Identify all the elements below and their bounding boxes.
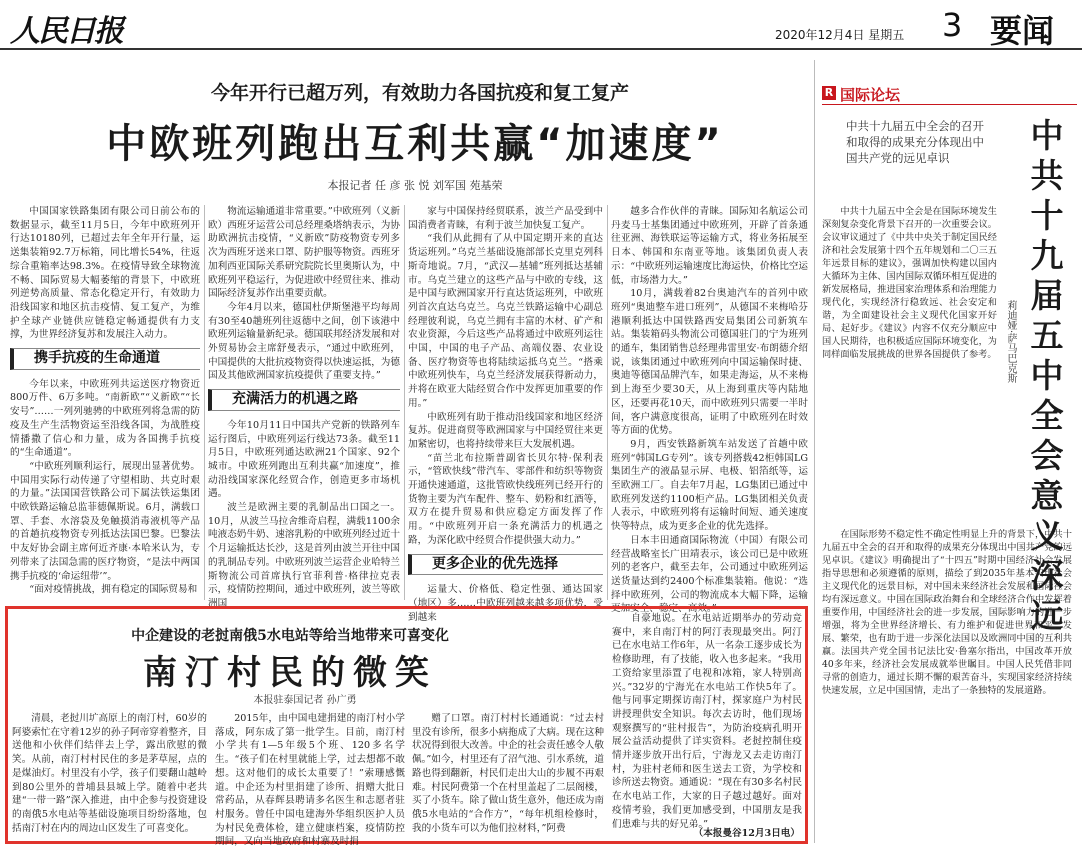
paragraph: “我们从此拥有了从中国定期开来的直达货运班列。”乌克兰基础设施部部长克里克列科斯奇地说。7月，“武汉—基辅”班列抵达基辅市。乌克兰建立的这些产品与中欧的专线，这是中国与欧洲国家开行直达货运班列，中欧班列首次直达乌克兰。乌克兰铁路运输中心副总经理彼利说，乌克兰拥有丰富的木材、矿产和农业资源，今后这些产品将通过中欧班列运往中国，中国的电子产品、高端仪器、农业设备、医疗物资等也将陆续运抵乌克兰。“搭乘中欧班列快车，乌克兰经济发展获得新动力，并将在欧亚大陆经贸合作中发挥更加重要的作用。” [408, 233, 603, 409]
newspaper-logo: 人民日报 [10, 14, 122, 49]
main-column-3 [408, 205, 603, 623]
paragraph: 中共十九届五中全会是在国际环境发生深刻复杂变化背景下召开的一次重要会议。会议审议通过了《中共中央关于制定国民经济和社会发展第十四个五年规划和二〇三五年远景目标的建议》，强调加快构建以国内大循环为主体、国内国际双循环相互促进的新发展格局，推进国家治理体系和治理能力现代化，实现经济行稳致远、社会安定和谐，为全面建设社会主义现代化国家开好局、起好步。《建议》内容不仅充分顺应中国人民期待，也积极适应国际环境变化，为同样面临发展挑战的世界各国提供了参考。 [822, 206, 997, 360]
subheading: 更多企业的优先选择 [408, 554, 603, 576]
paragraph: 中欧班列有助于推动沿线国家和地区经济复苏。促进商贸等欧洲国家与中国经贸往来更加紧密切，也将持续带来巨大发展机遇。 [408, 411, 603, 450]
masthead [0, 0, 1082, 50]
forum-summary: 中共十九届五中全会的召开和取得的成果充分体现出中国共产党的远见卓识 [846, 119, 984, 165]
main-column-4 [611, 205, 808, 615]
paragraph: 波兰是欧洲主要的乳制品出口国之一。10月，从波兰马拉舍维奇启程，满载1100余吨液态奶牛奶、速溶乳粉的中欧班列经过近十个月运输抵达长沙，这是首列由波兰开往中国的乳制品专列。中欧班列波兰运营企业哈特兰斯物流公司首席执行官菲利普·格律拉克表示，疫情防控期间，通过中欧班列，波兰等欧洲国 [208, 502, 400, 609]
issue-date: 2020年12月4日 星期五 [775, 28, 905, 42]
column-divider [814, 60, 815, 843]
subheading: 充满活力的机遇之路 [208, 389, 400, 411]
paragraph: 中国国家铁路集团有限公司日前公布的数据显示，截至11月5日，今年中欧班列开行达10180列，已超过去年全年开行量，运送集装箱92.7万标箱，同比增长54%，往返综合重箱率达98.3%。在疫情导致全球物流不畅、国际贸易大幅萎缩的背景下，中欧班列逆势高质量、常态化稳定开行，有效助力沿线国家和地区抗击疫情、复工复产，为维护全球产业链供应链稳定畅通提供有力支撑，为世界经济复苏和发展注入动力。 [10, 206, 200, 341]
forum-author: 莉迪娅·萨马巴克斯 [1005, 300, 1016, 384]
paragraph: 运量大、价格低、稳定性强、通达国家（地区）多……中欧班列越来越多项优势，受到越来 [408, 584, 603, 623]
box-source-line: （本报曼谷12月3日电） [693, 828, 800, 839]
paragraph: “面对疫情挑战，拥有稳定的国际贸易和 [29, 584, 198, 596]
forum-tag-mark: R [822, 86, 836, 100]
box-column-4 [612, 612, 802, 830]
forum-body-lower [822, 528, 1072, 843]
paragraph: 自豪地说。在水电站近期举办的劳动竞赛中，来自南汀村的阿汀表现最突出。阿汀已在水电站工作6年，从一名杂工逐步成长为检修助理，有了技能，收入也多起来。“我用工资给家里添置了电视和冰箱，家人特别高兴。”32岁的宁海光在水电站工作快5年了。他与同事定期探访南汀村，探家庭户为村民讲授理供安全知识。每次去访时，他们现场观察撰写的“驻村报告”，为防治疫病孔明开展公益活动提供了详实资料。老挝控制住疫情并逐步放开出行后，宁海龙又去走访南汀村，为驻村老师和医生送去工资，为学校和诊所送去物资。通通说：“现在有30多名村民在水电站工作，大家的日子越过越好。面对疫情考验，我们更加感受到，中国朋友是我们患难与共的好兄弟。” [612, 613, 802, 830]
box-headline: 南汀村民的微笑 [143, 653, 437, 693]
paragraph: “苗兰北布拉斯普副省长贝尔特·保利表示，“管欧快线”带汽车、零部件和纺织等物资开通快速通道，这批管欧快线班列已经开行的货物主要为汽车配件、整车、奶粉和红酒等，双方在提升贸易和供应稳定方面发挥了作用。“中欧班列开启一条充满活力的机遇之路，为深化欧中经贸合作提供强大动力。” [408, 452, 603, 546]
box-column-3 [412, 712, 604, 840]
paragraph: “中欧班列顺利运行，展现出显著优势。中国用实际行动传递了守望相助、共克时艰的力量。”法国国营铁路公司下属法铁运集团中欧铁路运输总监菲德佩斯说。6月，满载口罩、手套、水溶袋及免触摸消毒液机等产品的首趟抗疫物资专列抵达法国巴黎。巴黎法中友好协会副主席何近齐康·本哈米认为，专列带来了法国急需的医疗物资，“是法中两国携手抗疫的‘命运纽带’”。 [10, 460, 200, 582]
paragraph: 今年10月11日中国共产党新的铁路列车运行图后，中欧班列运行线达73条。截至11月5日，中欧班列通达欧洲21个国家、92个城市。中欧班列跑出互利共赢“加速度”，推动沿线国家深化经贸合作，创造更多市场机遇。 [208, 419, 400, 500]
column-divider [204, 205, 205, 600]
forum-tag: 国际论坛 [840, 86, 901, 104]
box-kicker: 中企建设的老挝南俄5水电站等给当地带来可喜变化 [131, 628, 449, 644]
paragraph: 家与中国保持经贸联系，波兰产品受到中国消费者青睐，有利于波兰加快复工复产。 [408, 206, 603, 231]
column-divider [404, 205, 405, 600]
paragraph: 赠了口罩。南汀村村长通通说：“过去村里没有诊所，很多小病拖成了大病。现在这种状况得到很大改善。中企的社会责任感令人敬佩。”如今，村里还有了沼气池、引水系统，道路也得到翻新，村民们走出大山的步履不再艰难。村民阿费第一个在村里盖起了二层阁楼，买了小货车。除了做山货生意外，他还成为南俄5水电站的“合作方”，“每年机组检修时，我的小货车可以为他们拉材料，”阿费 [412, 713, 604, 834]
paragraph: 越多合作伙伴的青睐。国际知名航运公司丹麦马士基集团通过中欧班列，开辟了首条通往亚洲、海铁联运等运输方式，将业务拓展至日本、韩国和东南亚等地。该集团负责人表示：“中欧班列运输速度比海运快，价格比空运低，市场潜力大。” [611, 206, 808, 286]
paragraph: 清晨，老挝川圹高原上的南汀村，60岁的阿婆索忙在守着12岁的孙子阿帝穿着整齐，目送他和小伙伴们结伴去上学，露出欣慰的微笑。从前，南汀村村民住的多是茅草屋，点的是煤油灯。村里没有小学，孩子们要翻山越岭到80公里外的普埔县县城上学。随着中老共建“一带一路”深入推进，由中企参与投资建设的南俄5水电站等基础设施项目纷纷落地，包括南汀村在内的周边山区发生了可喜变化。 [12, 713, 207, 834]
section-title: 要闻 [990, 12, 1055, 50]
main-column-1 [10, 205, 200, 600]
main-column-2 [208, 205, 400, 609]
forum-title: 中共十九届五中全会意义深远 [1030, 116, 1064, 635]
main-byline: 本报记者 任 彦 张 悦 刘军国 苑基荣 [327, 179, 503, 192]
paragraph: 10月，满载着82台奥迪汽车的首列中欧班列“奥迪整车进口班列”，从德国不来梅哈芬港顺利抵达中国铁路西安局集团公司新筑车站。集装箱码头物流公司德国驻门的宁为班列的通车，集团销售总经理弗雷里安·布朗德介绍说，该集团通过中欧班列向中国运输保时捷、奥迪等德国品牌汽车，如果走海运，从不来梅到上海至少要30天，从上海到重庆等内陆地区，还要再花10天，而中欧班列只需要一半时间，客户满意度很高，证明了中欧班列在时效等方面的优势。 [611, 288, 808, 437]
box-byline: 本报驻泰国记者 孙广勇 [253, 695, 357, 706]
paragraph: 2015年，由中国电建捐建的南汀村小学落成，阿东成了第一批学生。目前，南汀村小学共有1—5年级5个班、120多名学生。“孩子们在村里就能上学，过去想都不敢想。这对他们的成长太重要了！”索珊感慨道。中企还为村里捐建了诊所、捐赠大批日常药品，从春辉县聘请多名医生和志愿者驻村服务。曾任中国电建海外华组织医护人员为村民免费体检，建立健康档案，疫情防控期间，又向当地政府和村寨及时捐 [215, 713, 405, 848]
paragraph: 今年以来，中欧班列共运送医疗物资近800万件、6万多吨。“南新欧”“义新欧”“长安号”……一列列驰骋的中欧班列将急需的防疫及生产生活物资运至沿线各国，为战胜疫情播撒了信心和力量，成为各国携手抗疫的“生命通道”。 [10, 378, 200, 459]
paragraph: 物流运输通道非常重要。”中欧班列（义新欧）西班牙运营公司总经理桑塔纳表示，为协助欧洲抗击疫情，“义新欧”防疫物资专列多次为西班牙送来口罩、防护服等物资。西班牙加利西亚国际关系研究院院长里奥斯认为，中欧班列平稳运行，为促进欧中经贸往来、推动国际经济复苏作出重要贡献。 [208, 206, 400, 300]
forum-body-upper [822, 205, 997, 525]
paragraph: 在国际形势不稳定性不确定性明显上升的背景下，中共十九届五中全会的召开和取得的成果充分体现出中国共产党的远见卓识。《建议》明确提出了“十四五”时期中国经济社会发展指导思想和必须遵循的原则，描绘了到2035年基本实现社会主义现代化的远景目标，对中国未来经济社会发展和国际社会均有深远意义。中国在国际政治舞台和全球经济合作中发挥着重要作用，中国经济社会的进一步发展，国际影响力的进一步增强，将为全世界经济增长、有力维护和促进世界和平、发展、繁荣，也有助于进一步深化法国以及欧洲同中国的互利共赢。法国共产党全国书记法比安·鲁塞尔指出，中国改革开放40多年来，经济社会发展成就举世瞩目。中国人民凭借非同寻常的创造力，通过长期不懈的艰苦奋斗，实现国家经济持续快速发展，立足中国国情，走出了一条独特的发展道路。 [822, 529, 1072, 696]
paragraph: 9月，西安铁路新筑车站发送了首趟中欧班列“韩国LG专列”。该专列搭载42柜韩国LG集团生产的液晶显示屏、电极、铝箔纸等，运至欧洲工厂。自去年7月起，LG集团已通过中欧班列发送约1100柜产品。LG集团相关负责人表示，中欧班列将有运输时间短、通关速度快等特点，成为更多企业的优先选择。 [611, 438, 808, 533]
forum-divider [822, 104, 1077, 105]
box-column-2 [215, 712, 405, 848]
main-kicker: 今年开行已超万列，有效助力各国抗疫和复工复产 [210, 82, 629, 104]
subheading: 携手抗疫的生命通道 [10, 348, 200, 370]
box-column-1 [12, 712, 207, 840]
column-divider [607, 205, 608, 600]
main-headline: 中欧班列跑出互利共赢“加速度” [106, 121, 724, 167]
page-number: 3 [942, 6, 963, 44]
paragraph: 日本丰田通商国际物流（中国）有限公司经营战略室长广田靖表示，该公司已是中欧班列的老客户，截至去年，公司通过中欧班列运送货量达到约2400个标准集装箱。他说：“选择中欧班列，公司的物流成本大幅下降，运输更加安全、稳定、高效。” [611, 534, 808, 615]
paragraph: 今年4月以来，德国杜伊斯堡港平均每周有30至40趟班列往返德中之间，创下该港中欧班列运输量新纪录。德国联邦经济发展和对外贸易协会主席舒曼表示，“通过中欧班列，中国提供的大批抗疫物资得以快速运抵，为德国及其他欧洲国家抗疫提供了重要支持。” [208, 301, 400, 382]
